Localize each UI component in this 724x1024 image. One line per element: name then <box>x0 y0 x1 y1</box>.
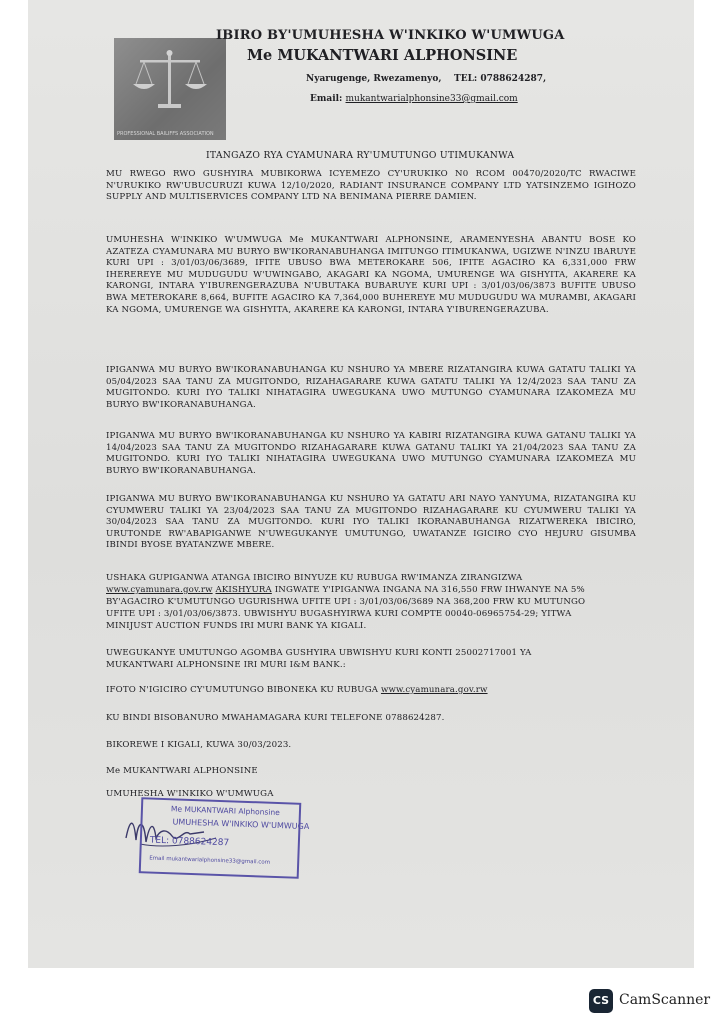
signoff-name: Me MUKANTWARI ALPHONSINE <box>106 766 258 776</box>
cyamunara-link[interactable]: www.cyamunara.gov.rw <box>106 585 213 595</box>
notice-title: ITANGAZO RYA CYAMUNARA RY'UMUTUNGO UTIMUKANWA <box>206 150 515 161</box>
photo-line <box>106 685 488 695</box>
camscanner-label: CamScanner <box>619 992 711 1008</box>
address: Nyarugenge, Rwezamenyo, <box>306 74 442 84</box>
paragraph-first-auction: IPIGANWA MU BURYO BW'IKORANABUHANGA KU NSHURO YA MBERE RIZATANGIRA KUWA GATATU TALIKI YA 05/04/2023 SAA TANU ZA MUGITONDO, RIZAHAGARARE KUWA GATATU TALIKI YA 12/4/2023 SAA TANU ZA MUGITONDO. KURI IYO TALIKI NIHATAGIRA UWEGUKANA UWO MUTUNGO CYAMUNARA IZAKOMEZA MU BURYO BW'IKORANABUHANGA. <box>106 365 636 410</box>
photo-link[interactable]: www.cyamunara.gov.rw <box>380 685 488 695</box>
signoff-role: UMUHESHA W'INKIKO W'UMWUGA <box>106 789 274 799</box>
date-line: BIKOREWE I KIGALI, KUWA 30/03/2023. <box>106 740 292 750</box>
deposit-amount: INGWATE Y'IPIGANWA INGANA NA 316,550 FRW IHWANYE NA 5% <box>274 585 585 595</box>
paragraph-court-decision: MU RWEGO RWO GUSHYIRA MUBIKORWA ICYEMEZO CY'URUKIKO N0 RCOM 00470/2020/TC RWACIWE N'URUKIKO RW'UBUCURUZI KUWA 12/10/2020, RADIANT INSURANCE COMPANY LTD YATSINZEMO IGIHOZO SUPPLY AND MULTISERVICES COMPANY LTD NA BENIMANA PIERRE DAMIEN. <box>106 169 636 203</box>
paragraph-property: UMUHESHA W'INKIKO W'UMWUGA Me MUKANTWARI ALPHONSINE, ARAMENYESHA ABANTU BOSE KO AZATEZA CYAMUNARA MU BURYO BW'IKORANABUHANGA IMITUNGO ITIMUKANWA, UGIZWE N'INZU IBARUYE KURI UPI : 3/01/03/06/3689, IFITE UBUSO BWA METEROKARE 506, IFITE AGACIRO KA 6,331,000 FRW IHEREREYE MU MUDUGUDU W'UWINGABO, AKAGARI KA NGOMA, UMURENGE WA GISHYITA, AKARERE KA KARONGI, INTARA Y'IBURENGERAZUBA N'UBUTAKA BUBARUYE KURI UPI : 3/01/03/06/3873 BUFITE UBUSO BWA METEROKARE 8,664, BUFITE AGACIRO KA 7,364,000 BUHEREYE MU MUDUGUDU WA MURAMBI, AKAGARI KA NGOMA, UMURENGE WA GISHYITA, AKARERE KA KARONGI, INTARA Y'IBURENGERAZUBA. <box>106 235 636 315</box>
paragraph-third-auction: IPIGANWA MU BURYO BW'IKORANABUHANGA KU NSHURO YA GATATU ARI NAYO YANYUMA, RIZATANGIRA KU CYUMWERU TALIKI YA 23/04/2023 SAA TANU ZA MUGITONDO RIZAHAGARARE KU CYUMWERU TALIKI YA 30/04/2023 SAA TANU ZA MUGITONDO. KURI IYO TALIKI IKORANABUHANGA RIZATWEREKA IBICIRO, URUTONDE RW'ABAPIGANWE N'UWEGUKANYE UMUTUNGO, UWATANZE IGICIRO CYO HEJURU GISUMBA IBINDI BYOSE BYATANZWE MBERE. <box>106 494 636 551</box>
payment-line-1: UWEGUKANYE UMUTUNGO AGOMBA GUSHYIRA UBWISHYU KURI KONTI 25002717001 YA <box>106 648 532 658</box>
camscanner-icon: CS <box>589 989 613 1013</box>
deposit-line-5: MINIJUST AUCTION FUNDS IRI MURI BANK YA KIGALI. <box>106 621 367 631</box>
bailiff-name: Me MUKANTWARI ALPHONSINE <box>247 47 518 64</box>
stamp-email: Email mukantwarialphonsine33@gmail.com <box>149 855 271 866</box>
deposit-line-3: BY'AGACIRO K'UMUTUNGO UGURISHWA UFITE UPI : 3/01/03/06/3689 NA 368,200 FRW KU MUTUNGO <box>106 597 586 607</box>
logo-caption: PROFESSIONAL BAILIFFS ASSOCIATION <box>117 131 214 137</box>
stamp-tel: TEL: 0788624287 <box>149 835 230 849</box>
deposit-line-2 <box>106 585 585 595</box>
stamp-name: Me MUKANTWARI Alphonsine <box>170 804 281 818</box>
document-page <box>28 0 694 968</box>
info-line: KU BINDI BISOBANURO MWAHAMAGARA KURI TELEFONE 0788624287. <box>106 713 445 723</box>
official-stamp <box>139 797 310 879</box>
pay-word: AKISHYURA <box>215 585 272 595</box>
office-title: IBIRO BY'UMUHESHA W'INKIKO W'UMWUGA <box>216 28 565 43</box>
photo-text: IFOTO N'IGICIRO CY'UMUTUNGO BIBONEKA KU RUBUGA <box>106 685 379 695</box>
deposit-line-1: USHAKA GUPIGANWA ATANGA IBICIRO BINYUZE KU RUBUGA RW'IMANZA ZIRANGIZWA <box>106 573 523 583</box>
payment-line-2: MUKANTWARI ALPHONSINE IRI MURI I&M BANK.: <box>106 660 346 670</box>
email-label: Email: <box>310 94 343 104</box>
stamp-role: UMUHESHA W'INKIKO W'UMWUGA <box>172 817 310 832</box>
scales-of-justice-icon <box>114 38 226 140</box>
address-line <box>306 74 546 84</box>
telephone: TEL: 0788624287, <box>454 74 547 84</box>
association-logo <box>114 38 226 140</box>
email-line <box>310 94 518 104</box>
deposit-line-4: UFITE UPI : 3/01/03/06/3873. UBWISHYU BUGASHYIRWA KURI COMPTE 00040-06965754-29; YITWA <box>106 609 572 619</box>
paragraph-second-auction: IPIGANWA MU BURYO BW'IKORANABUHANGA KU NSHURO YA KABIRI RIZATANGIRA KUWA GATANU TALIKI YA 14/04/2023 SAA TANU ZA MUGITONDO RIZAHAGARARE KUWA GATANU TALIKI YA 21/04/2023 SAA TANU ZA MUGITONDO. KURI IYO TALIKI NIHATAGIRA UWEGUKANA UWO MUTUNGO CYAMUNARA IZAKOMEZA MU BURYO BW'IKORANABUHANGA. <box>106 431 636 476</box>
email-link[interactable]: mukantwarialphonsine33@gmail.com <box>345 94 518 104</box>
